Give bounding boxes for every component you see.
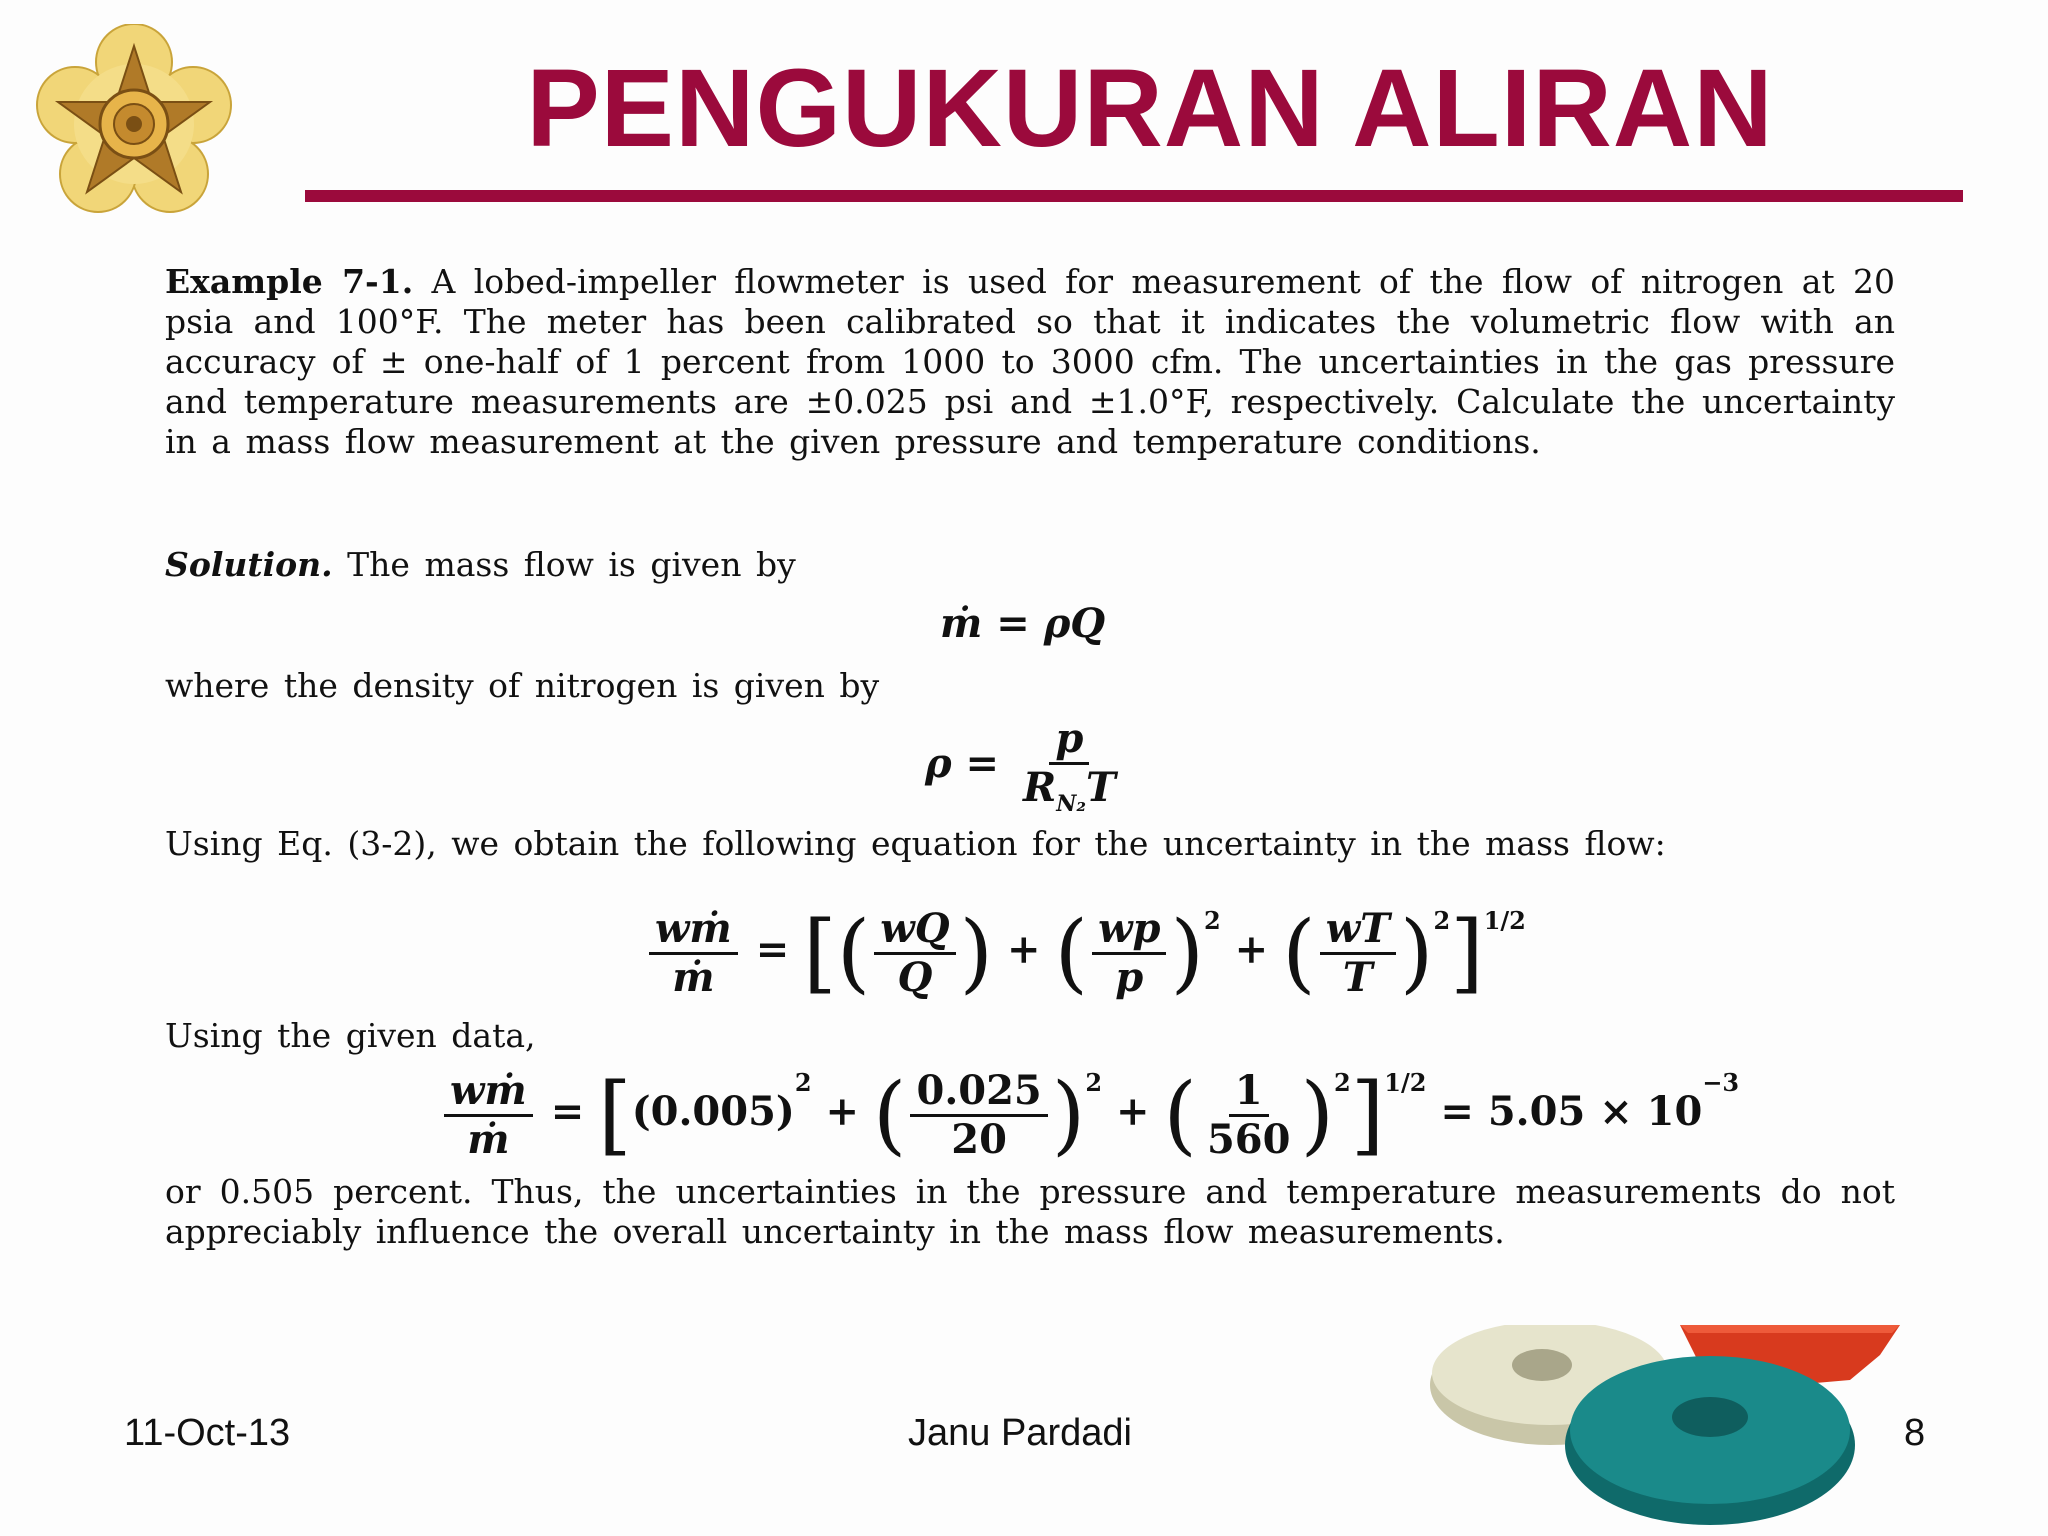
- eq2-fraction: [1017, 715, 1122, 817]
- eq3-plus-1: +: [1007, 926, 1041, 973]
- eq4-term1: (0.005): [631, 1088, 795, 1135]
- eq4-lhs: [444, 1066, 533, 1163]
- eq3-lhs-num: wṁ: [649, 908, 738, 955]
- eq1-lhs: ṁ: [940, 600, 983, 647]
- eq4-sq-3: 2: [1334, 1068, 1351, 1097]
- eq4-sq-1: 2: [794, 1068, 812, 1097]
- eq3-t1-den: Q: [897, 953, 933, 1001]
- eq4-equals: =: [550, 1088, 585, 1135]
- eq2-den-t: T: [1085, 764, 1116, 811]
- eq4-plus-1: +: [825, 1088, 859, 1135]
- footer-author: Janu Pardadi: [908, 1412, 1132, 1454]
- eq4-lhs-den: ṁ: [467, 1115, 510, 1163]
- eq3-t3-den: T: [1342, 953, 1373, 1001]
- solution-intro: [165, 545, 1895, 585]
- eq2-den-r: R: [1022, 764, 1057, 811]
- eq4-exp: −3: [1702, 1068, 1740, 1097]
- eq3-t2-den: p: [1115, 953, 1144, 1001]
- eq3-sq-3: 2: [1433, 906, 1451, 935]
- equation-uncertainty: $\frac{\text{wṁ}}{\text{ṁ}}$ = [( $\frac{wQ}{Q}$ ) + ( $\frac{wp}{p}$ )$^2$ + ( $\frac{wT}{T}$ )$^2$]$^{1/2}$: [645, 906, 1526, 999]
- solution-label: Solution.: [165, 545, 333, 584]
- eq4-plus-2: +: [1115, 1088, 1150, 1135]
- conclusion-paragraph: or 0.505 percent. Thus, the uncertainties in the pressure and temperature measurements do not appreciably influence the overall uncertainty in the mass flow measurements.: [165, 1172, 1895, 1251]
- eq3-equals: =: [755, 926, 790, 973]
- slide-title: PENGUKURAN ALIRAN: [526, 47, 1774, 170]
- equation-density: [925, 715, 1126, 817]
- eq4-t2-num: 0.025: [910, 1070, 1047, 1117]
- eq3-term-p: [1092, 904, 1166, 1001]
- eq3-t2-num: wp: [1092, 908, 1166, 955]
- eq3-sq-2: 2: [1204, 906, 1221, 935]
- eq3-term-q: [874, 904, 955, 1001]
- eq4-term3: [1201, 1066, 1297, 1163]
- eq3-half: 1/2: [1483, 906, 1526, 935]
- eq4-lhs-num: wṁ: [444, 1070, 533, 1117]
- eq4-t3-den: 560: [1206, 1115, 1291, 1163]
- example-paragraph: [165, 262, 1895, 462]
- eq2-lhs: ρ =: [925, 740, 1000, 788]
- eq4-half: 1/2: [1384, 1068, 1427, 1097]
- eq3-lhs: [649, 904, 738, 1001]
- example-label: Example 7-1.: [165, 262, 414, 301]
- teal-gear: [1565, 1356, 1855, 1525]
- university-logo: [34, 24, 234, 224]
- using-eq-text: Using Eq. (3-2), we obtain the following equation for the uncertainty in the mass flow:: [165, 824, 1666, 863]
- eq4-t3-num: 1: [1229, 1070, 1269, 1117]
- density-text: where the density of nitrogen is given by: [165, 666, 880, 705]
- eq3-plus-2: +: [1234, 926, 1269, 973]
- footer-page-number: 8: [1904, 1412, 1926, 1454]
- eq3-t3-num: wT: [1320, 908, 1396, 955]
- equation-mass-flow: [940, 600, 1105, 647]
- eq1-rhs: = ρQ: [996, 600, 1106, 647]
- eq4-t2-den: 20: [951, 1115, 1007, 1163]
- gears-illustration: [1430, 1325, 1900, 1530]
- equation-numeric: $\frac{\text{wṁ}}{\text{ṁ}}$ = [$(0.005)^2$ + ( $\frac{0.025}{20}$ )$^2$ + ( $\frac{1}{560}$ )$^2]^{1/2} = 5.05 \times 10^{-3}$: [440, 1068, 1739, 1161]
- eq3-term-t: [1320, 904, 1396, 1001]
- eq2-den-sub: N₂: [1056, 791, 1086, 817]
- eq2-num: p: [1049, 718, 1089, 765]
- eq4-sq-2: 2: [1085, 1068, 1103, 1097]
- eq3-lhs-den: ṁ: [672, 953, 715, 1001]
- solution-intro-text: The mass flow is given by: [347, 545, 796, 584]
- given-data-text: Using the given data,: [165, 1016, 536, 1055]
- title-underline: [305, 190, 1963, 202]
- eq4-result: = 5.05 × 10: [1440, 1088, 1703, 1135]
- eq4-term2: [910, 1066, 1047, 1163]
- example-text: A lobed-impeller flowmeter is used for measurement of the flow of nitrogen at 20 psia and 100°F. The meter has been calibrated so that it indicates the volumetric flow with an accuracy of ± one-half of 1 percent from 1000 to 3000 cfm. The uncertainties in the gas pressure and temperature measurements are ±0.025 psi and ±1.0°F, respectively. Calculate the uncertainty in a mass flow measurement at the given pressure and temperature conditions.: [165, 262, 1895, 461]
- eq3-t1-num: wQ: [874, 908, 955, 955]
- footer-date: 11-Oct-13: [124, 1412, 291, 1454]
